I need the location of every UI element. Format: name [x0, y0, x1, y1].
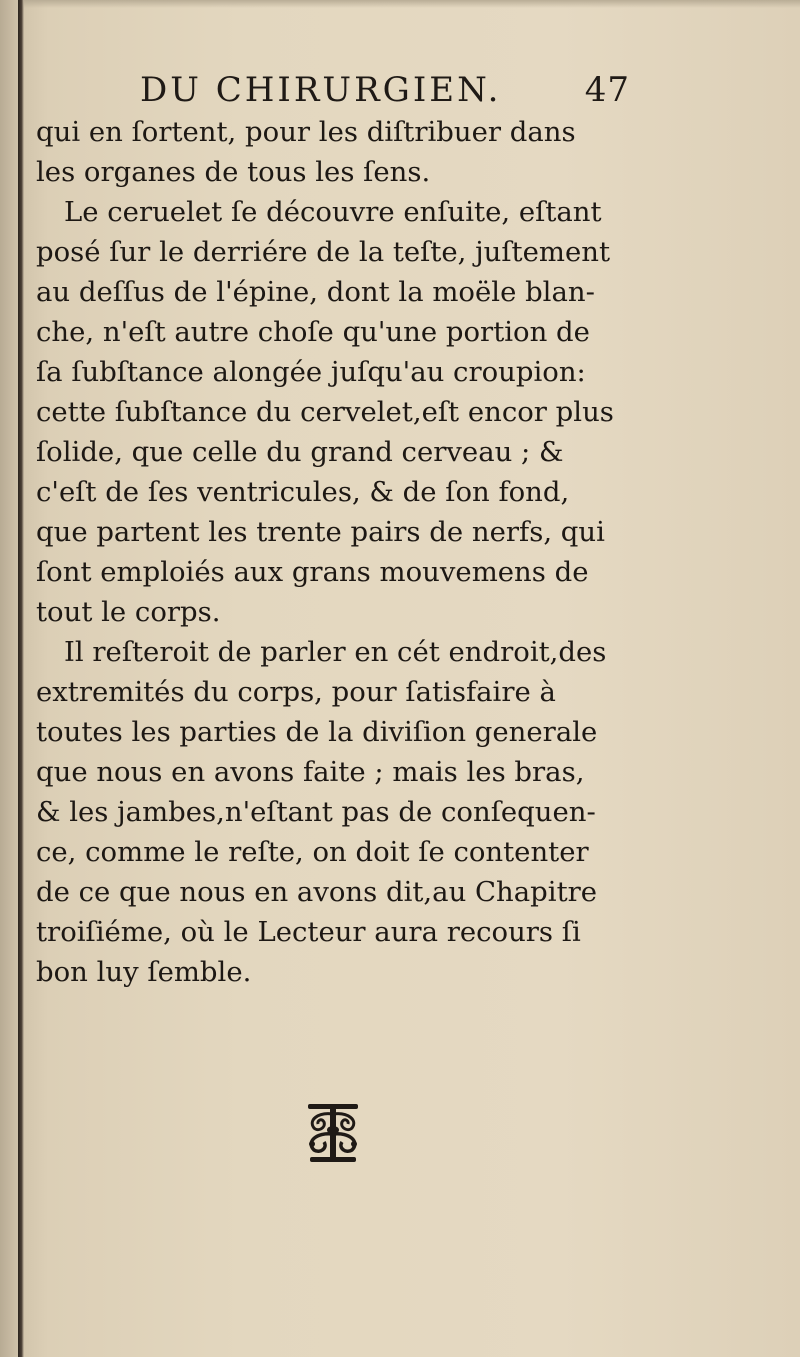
text-line: les organes de tous les ſens. — [36, 156, 431, 188]
text-line: cette ſubſtance du cervelet,eſt encor plus — [36, 396, 614, 428]
fleuron-ornament-icon — [300, 1100, 366, 1166]
text-line: ſont emploiés aux grans mouvemens de — [36, 556, 589, 588]
paragraph-start-line: Il reſteroit de parler en cét endroit,des — [64, 636, 607, 668]
text-line: au deſſus de l'épine, dont la moële blan- — [36, 276, 595, 308]
text-line: ſa ſubſtance alongée juſqu'au croupion: — [36, 356, 586, 388]
text-line: troiſiéme, où le Lecteur aura recours ſi — [36, 916, 581, 948]
gutter-shadow — [0, 0, 18, 1357]
paragraph-start-line: Le ceruelet ſe découvre enſuite, eſtant — [64, 196, 602, 228]
running-head-title: DU CHIRURGIEN. — [140, 70, 502, 110]
text-line: de ce que nous en avons dit,au Chapitre — [36, 876, 598, 908]
text-line: che, n'eſt autre choſe qu'une portion de — [36, 316, 590, 348]
text-line: que nous en avons faite ; mais les bras, — [36, 756, 585, 788]
text-line: bon luy ſemble. — [36, 956, 252, 988]
binding-gutter — [18, 0, 24, 1357]
text-line: c'eſt de ſes ventricules, & de ſon fond, — [36, 476, 570, 508]
text-line: tout le corps. — [36, 596, 221, 628]
running-head — [140, 70, 630, 114]
text-line: ce, comme le reſte, on doit ſe contenter — [36, 836, 589, 868]
text-line: toutes les parties de la diviſion generale — [36, 716, 598, 748]
page-top-edge — [24, 0, 800, 8]
text-line: extremités du corps, pour ſatisfaire à — [36, 676, 556, 708]
text-line: qui en ſortent, pour les diſtribuer dans — [36, 116, 576, 148]
text-line: que partent les trente pairs de nerfs, qui — [36, 516, 605, 548]
page-number: 47 — [584, 70, 630, 110]
body-text — [36, 112, 626, 992]
text-line: ſolide, que celle du grand cerveau ; & — [36, 436, 564, 468]
text-line: posé ſur le derriére de la teſte, juſtement — [36, 236, 610, 268]
text-line: & les jambes,n'eſtant pas de conſequen- — [36, 796, 596, 828]
